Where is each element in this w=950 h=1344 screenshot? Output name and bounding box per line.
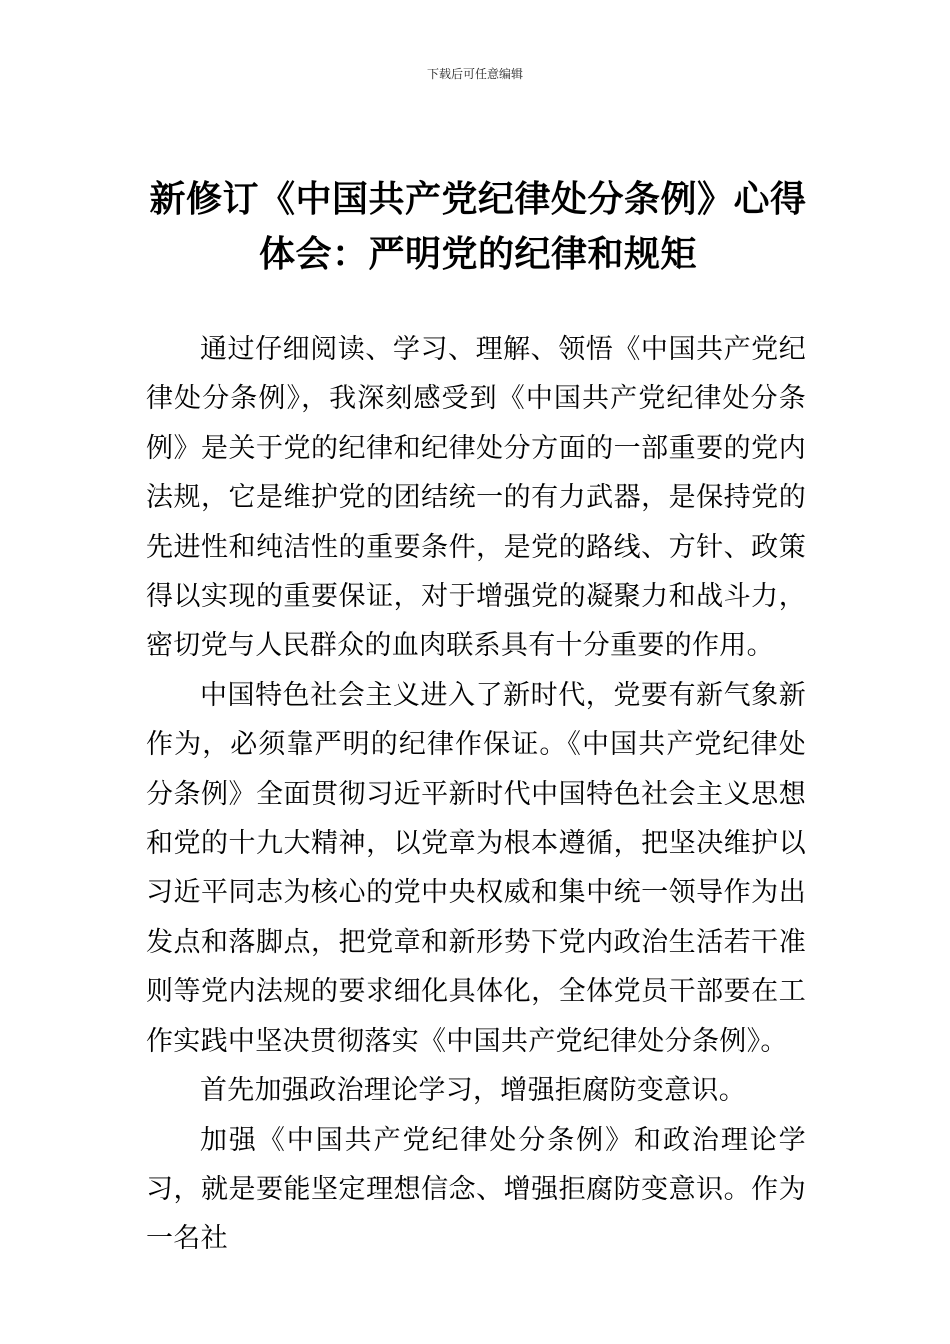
body-paragraph: 首先加强政治理论学习，增强拒腐防变意识。 bbox=[200, 1075, 746, 1107]
body-paragraph: 通过仔细阅读、学习、理解、领悟《中国共产党纪律处分条例》，我深刻感受到《中国共产党纪律处分条例》是关于党的纪律和纪律处分方面的一部重要的党内法规，它是维护党的团结统一的有力武器，是保持党的先进性和纯洁性的重要条件，是党的路线、方针、政策得以实现的重要保证，对于增强党的凝聚力和战斗力，密切党与人民群众的血肉联系具有十分重要的作用。 bbox=[146, 334, 806, 662]
body-paragraph: 加强《中国共产党纪律处分条例》和政治理论学习，就是要能坚定理想信念、增强拒腐防变意识。作为一名社 bbox=[146, 1124, 806, 1255]
body-paragraph: 中国特色社会主义进入了新时代，党要有新气象新作为，必须靠严明的纪律作保证。《中国共产党纪律处分条例》全面贯彻习近平新时代中国特色社会主义思想和党的十九大精神，以党章为根本遵循，把坚决维护以习近平同志为核心的党中央权威和集中统一领导作为出发点和落脚点，把党章和新形势下党内政治生活若干准则等党内法规的要求细化具体化，全体党员干部要在工作实践中坚决贯彻落实《中国共产党纪律处分条例》。 bbox=[146, 679, 806, 1057]
header-note: 下载后可任意编辑 bbox=[426, 67, 523, 81]
document-body bbox=[146, 325, 806, 1264]
document-title: 新修订《中国共产党纪律处分条例》心得体会：严明党的纪律和规矩 bbox=[149, 178, 807, 275]
